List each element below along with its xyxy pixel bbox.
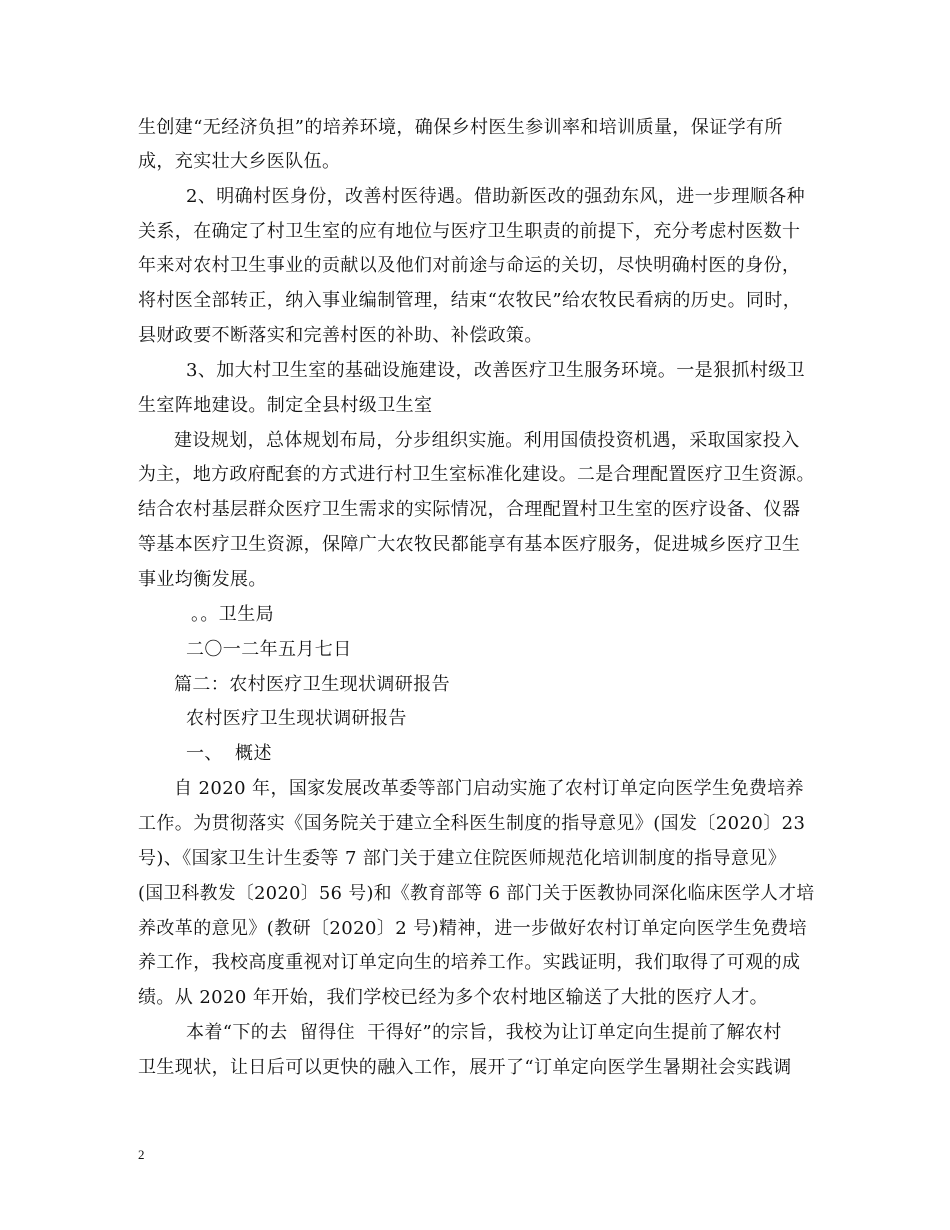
body-text-line: 2、明确村医身份，改善村医待遇。借助新医改的强劲东风，进一步理顺各种 [186,186,806,207]
body-text-line: 养改革的意见》(教研〔2020〕2 号)精神，进一步做好农村订单定向医学生免费培 [138,918,808,939]
body-text-line: 工作。为贯彻落实《国务院关于建立全科医生制度的指导意见》(国发〔2020〕23 [138,813,806,834]
page-number: 2 [138,1147,145,1162]
body-text-line: 为主，地方政府配套的方式进行村卫生室标准化建设。二是合理配置医疗卫生资源。 [138,464,815,485]
body-text-line: 等基本医疗卫生资源，保障广大农牧民都能享有基本医疗服务，促进城乡医疗卫生 [138,534,801,555]
body-text-line: 年来对农村卫生事业的贡献以及他们对前途与命运的关切，尽快明确村医的身份， [138,255,801,276]
body-text-line: 生创建“无经济负担”的培养环境，确保乡村医生参训率和培训质量，保证学有所 [138,117,783,138]
body-text-line: 事业均衡发展。 [138,569,267,590]
body-text-line: 3、加大村卫生室的基础设施建设，改善医疗卫生服务环境。一是狠抓村级卫 [186,360,806,381]
date-line: 二〇一二年五月七日 [186,639,352,660]
body-text-line: 养工作，我校高度重视对订单定向生的培养工作。实践证明，我们取得了可观的成 [138,952,801,973]
body-text-line: 本着“下的去 留得住 干得好”的宗旨，我校为让订单定向生提前了解农村 [186,1022,782,1043]
body-text-line: 绩。从 2020 年开始，我们学校已经为多个农村地区输送了大批的医疗人才。 [138,987,769,1008]
body-text-line: 县财政要不断落实和完善村医的补助、补偿政策。 [138,325,543,346]
body-text-line: 卫生现状，让日后可以更快的融入工作，展开了“订单定向医学生暑期社会实践调 [138,1057,792,1078]
issuer-line: 。。卫生局 [191,604,274,625]
body-text-line: 成，充实壮大乡医队伍。 [138,151,341,172]
body-text-line: 自 2020 年，国家发展改革委等部门启动实施了农村订单定向医学生免费培养 [174,778,805,799]
subsection-heading: 一、 概述 [186,743,272,764]
section-heading: 篇二：农村医疗卫生现状调研报告 [174,674,450,695]
body-text-line: 建设规划，总体规划布局，分步组织实施。利用国债投资机遇，采取国家投入 [174,430,800,451]
report-title: 农村医疗卫生现状调研报告 [186,708,407,729]
body-text-line: 关系，在确定了村卫生室的应有地位与医疗卫生职责的前提下，充分考虑村医数十 [138,221,801,242]
body-text-line: 生室阵地建设。制定全县村级卫生室 [138,395,433,416]
body-text-line: (国卫科教发〔2020〕56 号)和《教育部等 6 部门关于医教协同深化临床医学人才培 [138,883,815,904]
body-text-line: 结合农村基层群众医疗卫生需求的实际情况，合理配置村卫生室的医疗设备、仪器 [138,499,801,520]
body-text-line: 号)、《国家卫生计生委等 7 部门关于建立住院医师规范化培训制度的指导意见》 [138,848,787,869]
body-text-line: 将村医全部转正，纳入事业编制管理，结束“农牧民”给农牧民看病的历史。同时， [138,290,802,311]
